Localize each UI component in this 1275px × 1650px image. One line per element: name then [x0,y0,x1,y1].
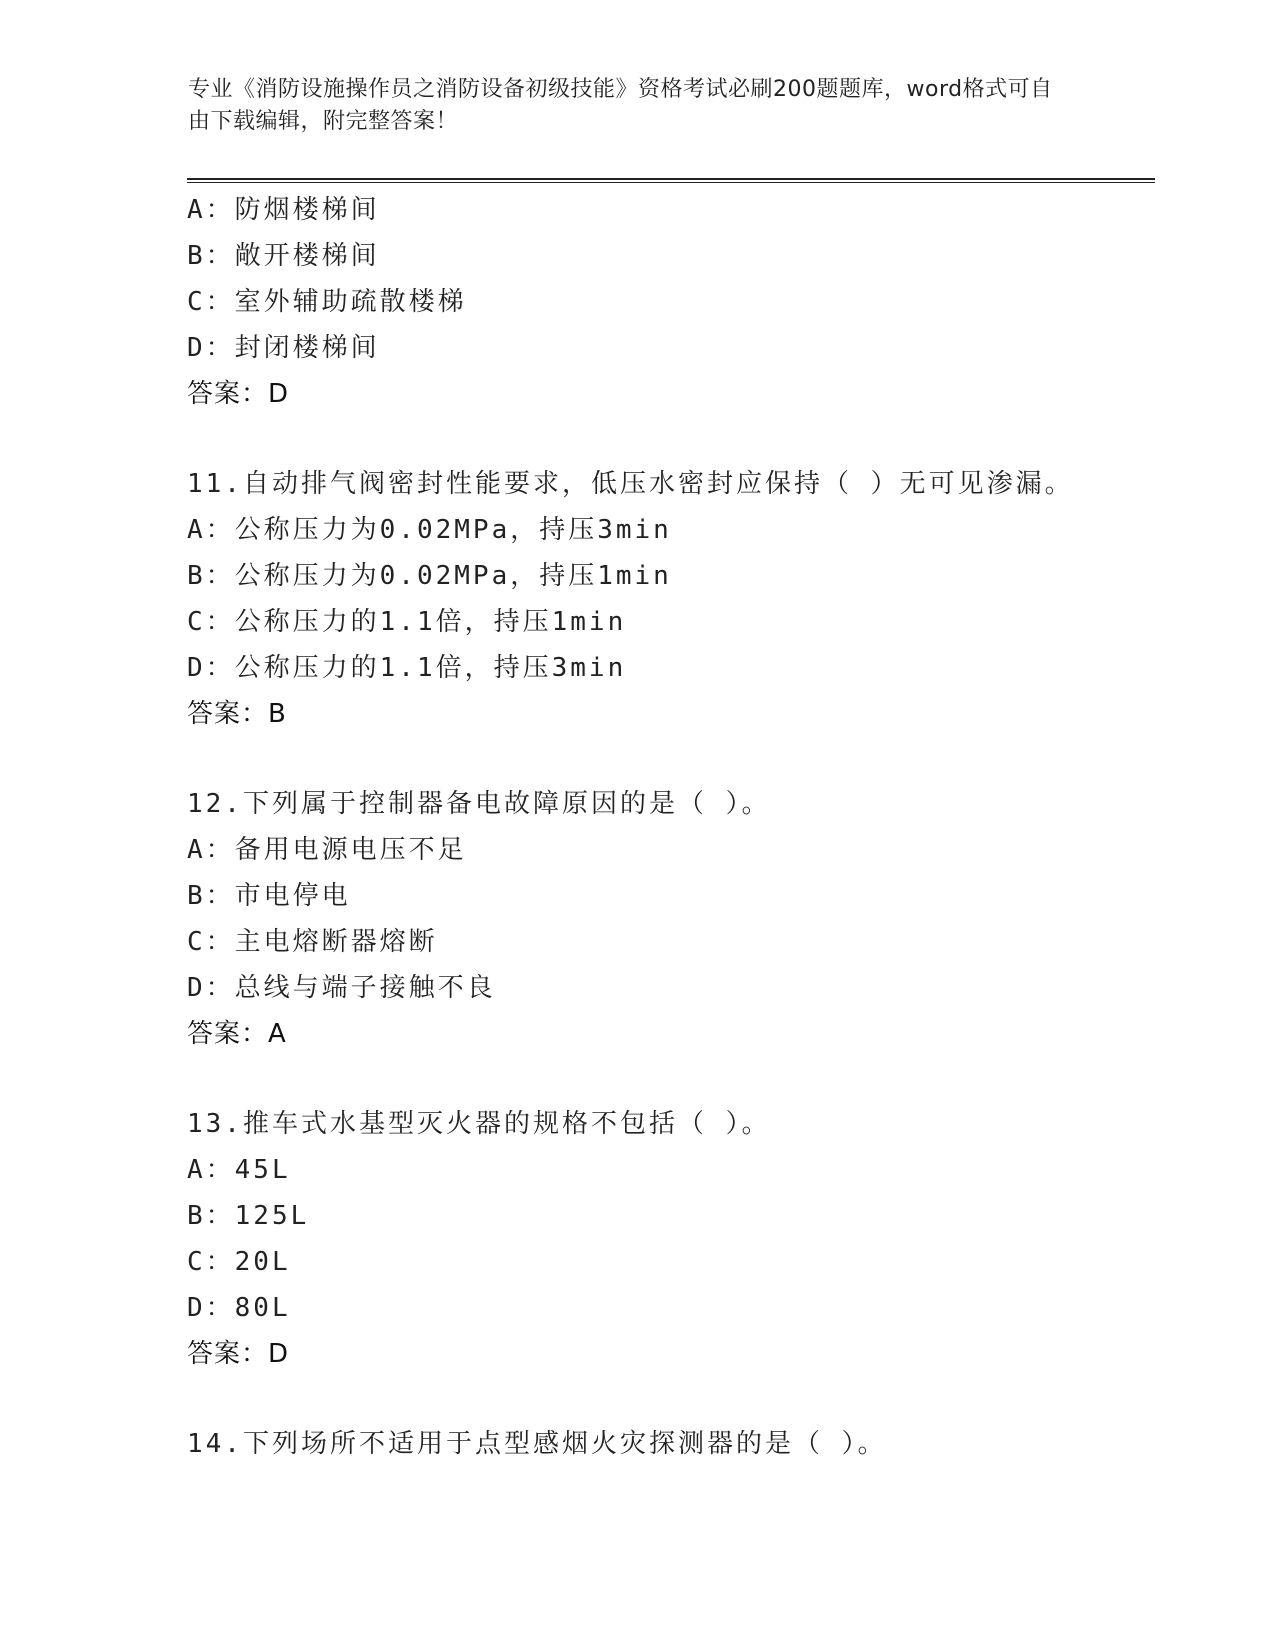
answer-line: 答案：A [187,1019,287,1049]
document-header: 专业《消防设施操作员之消防设备初级技能》资格考试必刷200题题库，word格式可自由下载编辑，附完整答案！ [188,77,1053,134]
question-stem: 12.下列属于控制器备电故障原因的是（ ）。 [187,789,771,819]
spacer [187,737,1155,781]
option-d: D：总线与端子接触不良 [187,973,496,1003]
answer-line: 答案：D [187,1339,290,1369]
option-c: C：主电熔断器熔断 [187,927,438,957]
option-c: C：20L [187,1247,291,1277]
option-c: C：室外辅助疏散楼梯 [187,287,467,317]
option-a: A：备用电源电压不足 [187,835,467,865]
question-stem: 13.推车式水基型灭火器的规格不包括（ ）。 [187,1109,771,1139]
question-stem: 14.下列场所不适用于点型感烟火灾探测器的是（ ）。 [187,1429,887,1459]
option-b: B：敞开楼梯间 [187,241,380,271]
option-a: A：公称压力为0.02MPa，持压3min [187,515,672,545]
question-block-13 [187,1101,1155,1377]
question-block-11 [187,461,1155,737]
option-d: D：公称压力的1.1倍，持压3min [187,653,627,683]
header-divider [187,178,1155,183]
spacer [187,1057,1155,1101]
question-list [187,187,1155,1467]
option-a: A：45L [187,1155,291,1185]
option-c: C：公称压力的1.1倍，持压1min [187,607,627,637]
question-stem: 11.自动排气阀密封性能要求，低压水密封应保持（ ）无可见渗漏。 [187,469,1074,499]
question-block-continued [187,187,1155,417]
option-d: D：封闭楼梯间 [187,333,380,363]
option-a: A：防烟楼梯间 [187,195,380,225]
option-b: B：125L [187,1201,310,1231]
question-block-12 [187,781,1155,1057]
spacer [187,417,1155,461]
option-d: D：80L [187,1293,291,1323]
spacer [187,1377,1155,1421]
question-block-14 [187,1421,1155,1467]
answer-line: 答案：B [187,699,287,729]
option-b: B：市电停电 [187,881,351,911]
option-b: B：公称压力为0.02MPa，持压1min [187,561,672,591]
answer-line: 答案：D [187,379,290,409]
